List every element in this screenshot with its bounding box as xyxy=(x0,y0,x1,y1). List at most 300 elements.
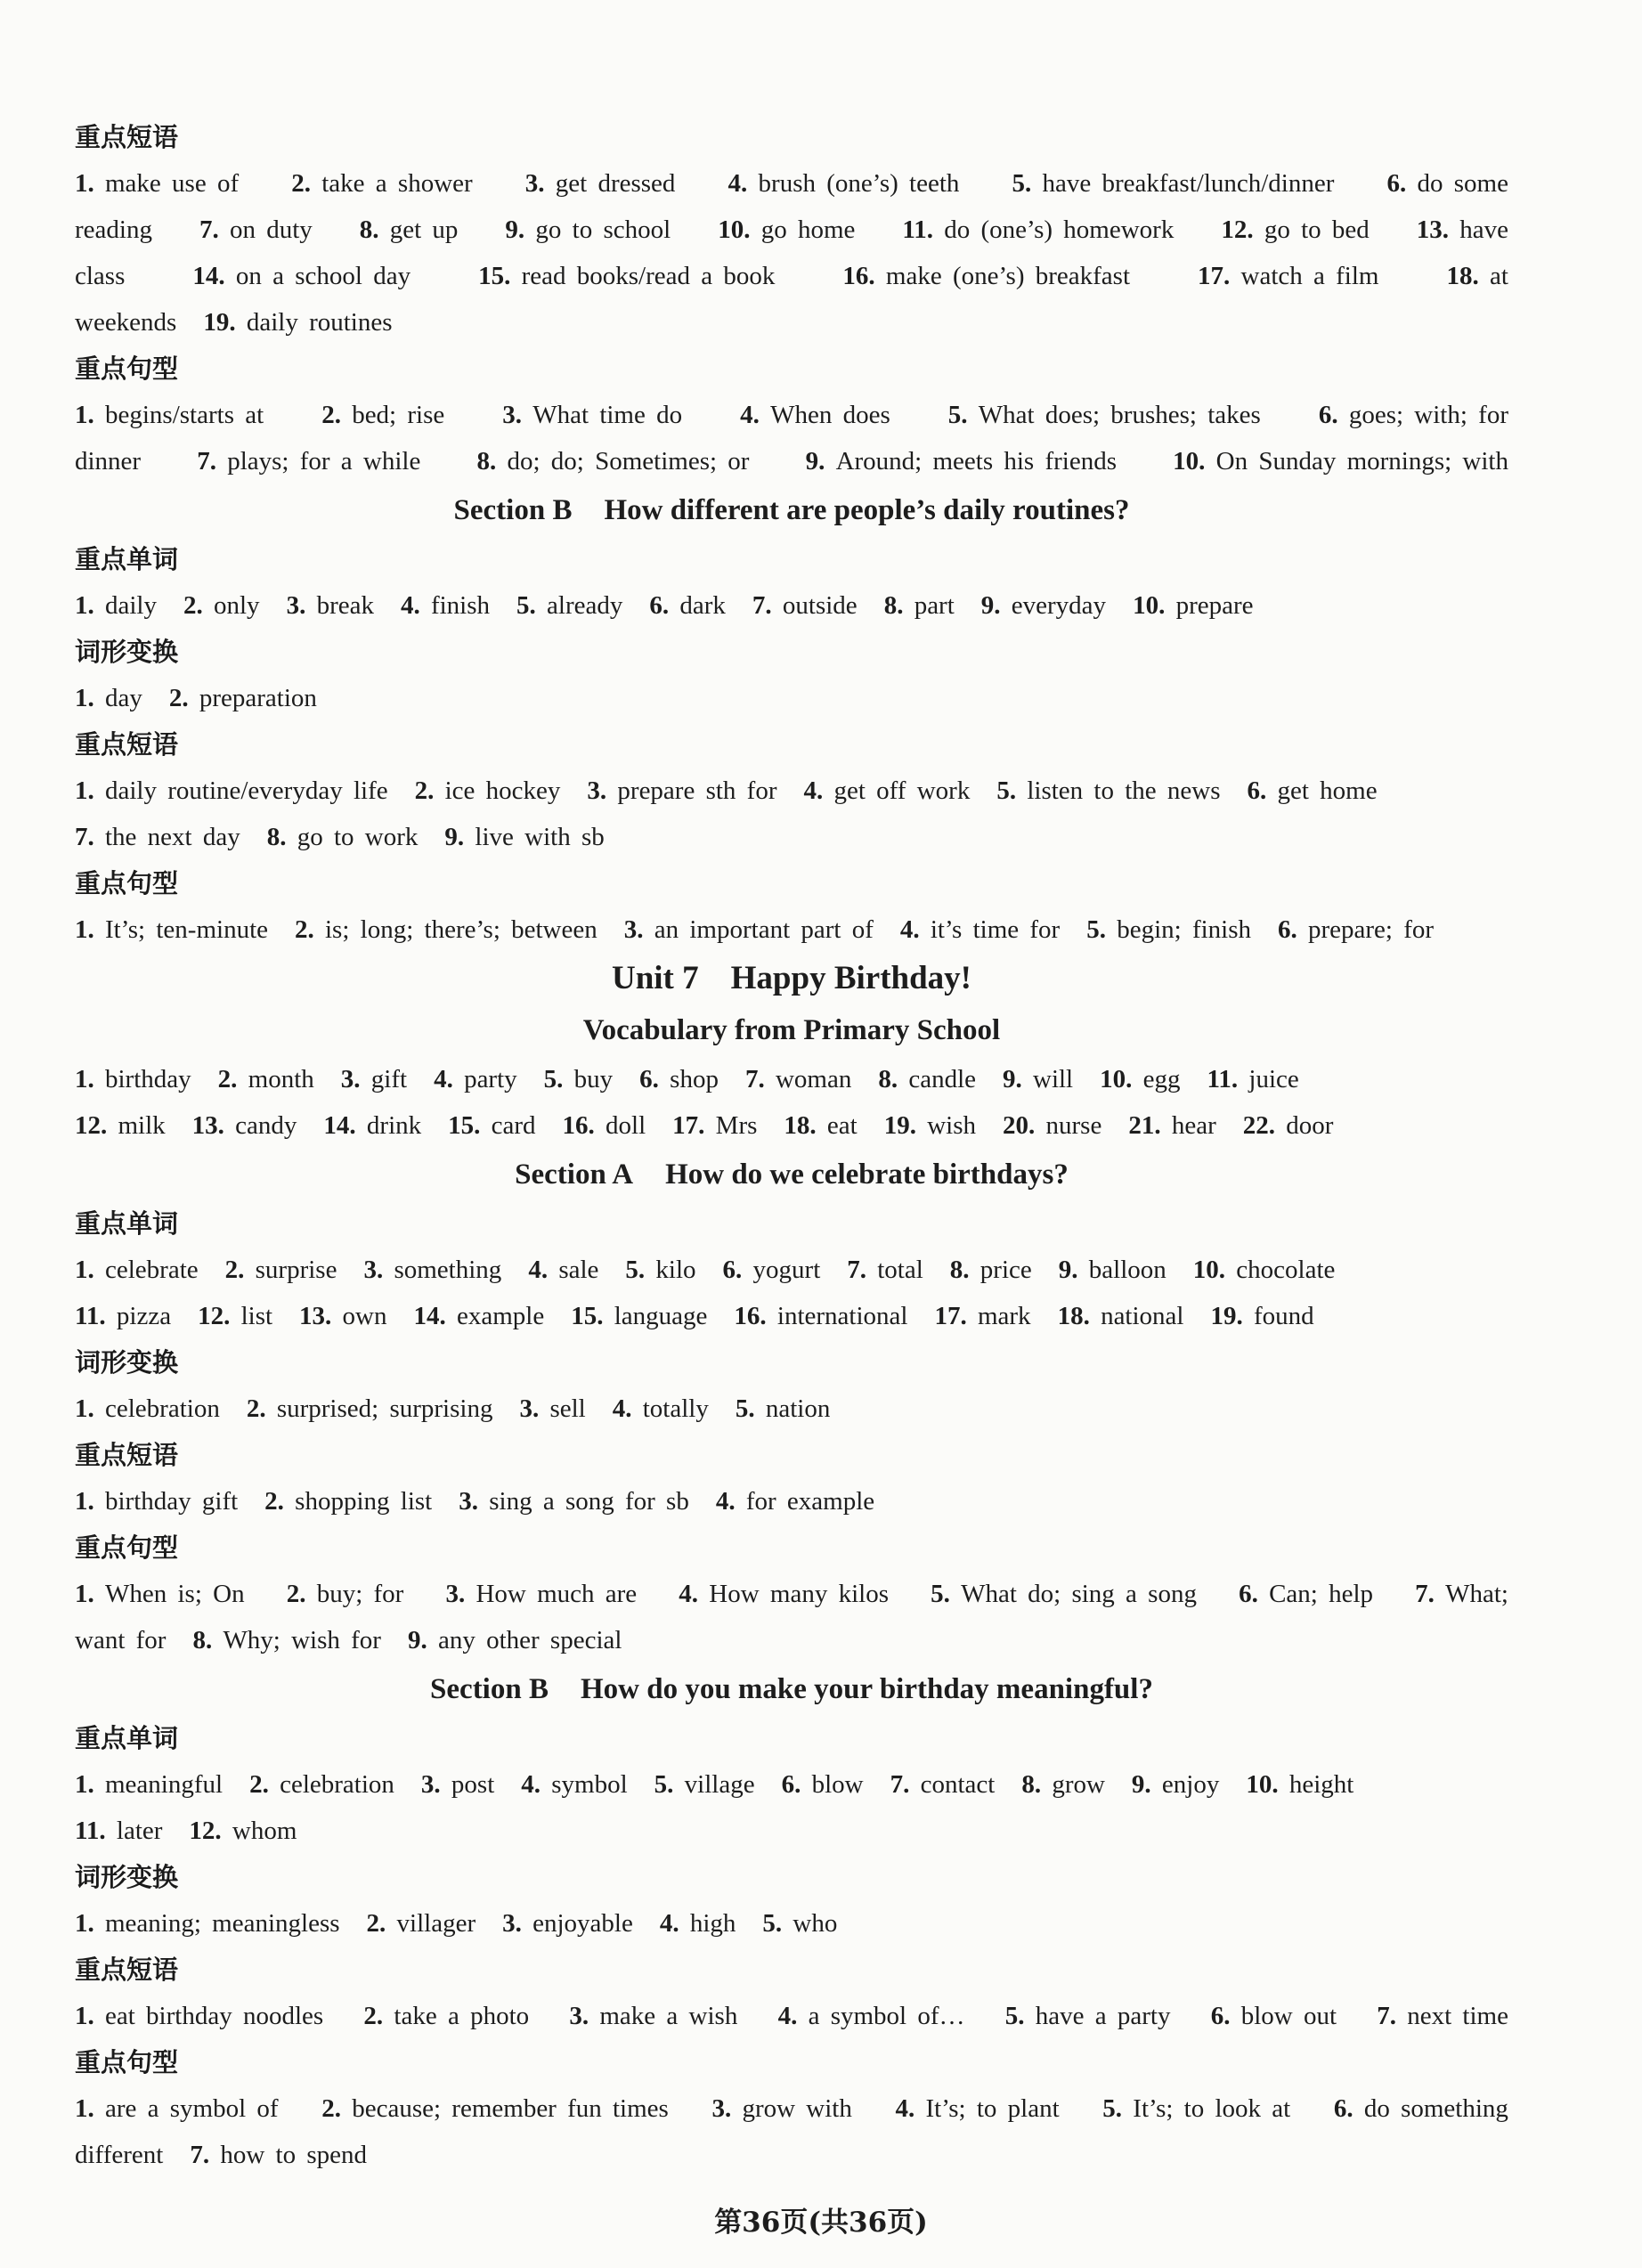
item-number: 17. xyxy=(672,1111,716,1140)
answer-item xyxy=(1021,1761,1105,1808)
answer-item xyxy=(169,675,317,721)
item-number: 4. xyxy=(434,1065,465,1093)
answer-item xyxy=(516,582,622,629)
item-text: card xyxy=(491,1111,536,1140)
item-text: want for xyxy=(75,1626,167,1654)
item-number: 10. xyxy=(1133,591,1176,620)
item-number: 5. xyxy=(735,1394,766,1423)
item-text: part xyxy=(914,591,955,620)
item-text: What do; sing a song xyxy=(961,1580,1197,1608)
answer-item xyxy=(649,582,726,629)
answer-item xyxy=(613,1386,709,1432)
item-text: sell xyxy=(549,1394,586,1423)
answer-item xyxy=(367,1900,476,1947)
answer-item xyxy=(1058,1293,1184,1339)
answer-item xyxy=(1246,1761,1353,1808)
answer-item xyxy=(75,1993,323,2039)
answer-item xyxy=(287,582,374,629)
answer-item xyxy=(745,1056,851,1102)
item-number: 8. xyxy=(476,447,508,476)
answer-item xyxy=(931,1571,1197,1617)
item-text: It’s; to look at xyxy=(1133,2094,1291,2123)
answer-item xyxy=(1239,1571,1373,1617)
item-number: 6. xyxy=(722,1256,753,1284)
item-number: 4. xyxy=(715,1487,746,1516)
item-text: weekends xyxy=(75,308,177,337)
item-number: 16. xyxy=(842,262,886,290)
item-number: 1. xyxy=(75,401,105,429)
answer-item xyxy=(1221,207,1369,253)
item-text: celebration xyxy=(280,1770,394,1799)
item-text: price xyxy=(980,1256,1032,1284)
answer-item xyxy=(728,160,960,207)
answer-item xyxy=(415,768,561,814)
answer-item xyxy=(672,1102,757,1149)
item-number: 3. xyxy=(340,1065,371,1093)
answer-item xyxy=(264,1478,432,1524)
item-text: finish xyxy=(430,591,491,620)
item-number: 4. xyxy=(740,401,771,429)
item-number: 1. xyxy=(75,1065,105,1093)
item-text: do some xyxy=(1417,169,1508,198)
item-number: 5. xyxy=(543,1065,574,1093)
item-text: whom xyxy=(232,1817,297,1845)
answer-item xyxy=(75,438,141,484)
item-text: eat birthday noodles xyxy=(105,2002,324,2030)
item-number: 7. xyxy=(752,591,783,620)
item-text: eat xyxy=(826,1111,858,1140)
item-number: 12. xyxy=(1221,215,1264,244)
item-number: 1. xyxy=(75,2094,105,2123)
answer-line xyxy=(75,1993,1508,2039)
answer-item xyxy=(291,160,472,207)
heading-part: How do we celebrate birthdays? xyxy=(665,1158,1069,1191)
answer-item xyxy=(75,1293,171,1339)
answer-line xyxy=(75,1293,1508,1339)
item-text: a symbol of… xyxy=(808,2002,965,2030)
item-text: dinner xyxy=(75,447,142,476)
answer-line xyxy=(75,1617,1508,1663)
answer-item xyxy=(75,768,388,814)
item-text: wish xyxy=(927,1111,977,1140)
item-text: mark xyxy=(977,1302,1031,1330)
item-text: because; remember fun times xyxy=(352,2094,669,2123)
answer-item xyxy=(75,1056,191,1102)
item-number: 4. xyxy=(528,1256,559,1284)
section-label: 词形变换 xyxy=(75,1862,179,1892)
section-heading xyxy=(75,1663,1508,1715)
item-text: later xyxy=(116,1817,163,1845)
answer-item xyxy=(75,1102,166,1149)
item-text: go to school xyxy=(535,215,671,244)
item-text: yogurt xyxy=(752,1256,821,1284)
item-text: get up xyxy=(389,215,459,244)
answer-line xyxy=(75,1808,1508,1854)
answer-item xyxy=(1415,1571,1508,1617)
item-number: 14. xyxy=(192,262,236,290)
item-number: 3. xyxy=(524,169,556,198)
item-number: 13. xyxy=(191,1111,236,1140)
answer-item xyxy=(476,438,749,484)
answer-item xyxy=(459,1478,689,1524)
answer-item xyxy=(1012,160,1335,207)
item-number: 8. xyxy=(878,1065,909,1093)
answer-item xyxy=(896,2085,1060,2132)
item-number: 12. xyxy=(189,1817,232,1845)
answer-item xyxy=(718,207,855,253)
item-text: brush (one’s) teeth xyxy=(758,169,960,198)
answer-item xyxy=(711,2085,851,2132)
item-number: 6. xyxy=(1386,169,1418,198)
item-number: 9. xyxy=(505,215,536,244)
item-text: It’s; to plant xyxy=(925,2094,1060,2123)
answer-item xyxy=(624,906,874,953)
item-number: 9. xyxy=(980,591,1012,620)
item-number: 21. xyxy=(1128,1111,1172,1140)
answer-line xyxy=(75,582,1508,629)
answer-item xyxy=(341,1056,407,1102)
answer-item xyxy=(189,1808,297,1854)
answer-item xyxy=(723,1247,821,1293)
item-text: something xyxy=(394,1256,502,1284)
item-text: milk xyxy=(118,1111,166,1140)
item-number: 17. xyxy=(934,1302,978,1330)
answer-item xyxy=(734,1293,907,1339)
section-label: 重点短语 xyxy=(75,1440,179,1470)
answer-line xyxy=(75,207,1508,253)
answer-line xyxy=(75,2085,1508,2132)
answer-item xyxy=(528,1247,598,1293)
item-text: birthday gift xyxy=(105,1487,239,1516)
answer-item xyxy=(502,1900,633,1947)
item-text: nation xyxy=(765,1394,831,1423)
answer-item xyxy=(784,1102,857,1149)
item-number: 8. xyxy=(359,215,390,244)
answer-item xyxy=(408,1617,622,1663)
section-label: 重点句型 xyxy=(75,1532,179,1563)
item-text: blow out xyxy=(1240,2002,1337,2030)
unit-heading xyxy=(75,953,1508,1004)
item-number: 2. xyxy=(286,1580,317,1608)
answer-item xyxy=(1278,906,1434,953)
answer-item xyxy=(950,1247,1032,1293)
answer-item xyxy=(1210,1293,1313,1339)
answer-item xyxy=(571,1293,707,1339)
item-number: 3. xyxy=(711,2094,743,2123)
answer-line xyxy=(75,1478,1508,1524)
item-text: begin; finish xyxy=(1117,915,1251,944)
item-number: 11. xyxy=(75,1302,117,1330)
item-text: sing a song for sb xyxy=(489,1487,689,1516)
answer-item xyxy=(948,392,1261,438)
answer-line xyxy=(75,1761,1508,1808)
answer-item xyxy=(740,392,890,438)
item-number: 3. xyxy=(363,1256,394,1284)
answer-item xyxy=(1133,582,1253,629)
item-number: 5. xyxy=(762,1909,793,1938)
answer-item xyxy=(75,1571,245,1617)
answer-item xyxy=(321,392,444,438)
item-number: 13. xyxy=(299,1302,343,1330)
item-text: found xyxy=(1253,1302,1314,1330)
item-number: 3. xyxy=(569,2002,600,2030)
answer-item xyxy=(421,1761,494,1808)
item-number: 5. xyxy=(931,1580,962,1608)
answer-item xyxy=(75,814,240,860)
item-text: only xyxy=(214,591,260,620)
item-text: total xyxy=(877,1256,923,1284)
section-heading xyxy=(75,1004,1508,1056)
item-number: 5. xyxy=(947,401,979,429)
answer-item xyxy=(900,906,1060,953)
item-text: goes; with; for xyxy=(1348,401,1508,429)
item-number: 4. xyxy=(777,2002,809,2030)
item-number: 9. xyxy=(1058,1256,1089,1284)
item-number: 15. xyxy=(478,262,522,290)
item-number: 4. xyxy=(521,1770,552,1799)
item-text: How much are xyxy=(476,1580,638,1608)
item-text: own xyxy=(342,1302,387,1330)
item-text: egg xyxy=(1142,1065,1181,1093)
item-text: get home xyxy=(1277,776,1378,805)
item-number: 9. xyxy=(1131,1770,1162,1799)
section-label: 重点短语 xyxy=(75,122,179,152)
item-number: 4. xyxy=(400,591,431,620)
heading-part: Section B xyxy=(430,1673,549,1705)
item-number: 9. xyxy=(1003,1065,1033,1093)
answer-line xyxy=(75,1247,1508,1293)
item-number: 8. xyxy=(883,591,914,620)
answer-item xyxy=(197,438,420,484)
item-text: next time xyxy=(1407,2002,1508,2030)
item-text: Mrs xyxy=(715,1111,758,1140)
answer-line xyxy=(75,906,1508,953)
item-text: Around; meets his friends xyxy=(835,447,1117,476)
answer-item xyxy=(75,675,142,721)
answer-item xyxy=(1248,768,1378,814)
page-footer: 第36页(共36页) xyxy=(714,2207,928,2239)
item-text: grow with xyxy=(742,2094,852,2123)
answer-item xyxy=(299,1293,386,1339)
section-label: 重点单词 xyxy=(75,1723,179,1753)
item-text: take a photo xyxy=(394,2002,530,2030)
answer-item xyxy=(75,1617,166,1663)
item-number: 7. xyxy=(744,1065,776,1093)
answer-line xyxy=(75,1056,1508,1102)
answer-item xyxy=(444,814,604,860)
item-number: 4. xyxy=(728,169,759,198)
item-text: have xyxy=(1459,215,1508,244)
item-number: 10. xyxy=(1192,1256,1237,1284)
item-text: go to bed xyxy=(1264,215,1370,244)
answer-line xyxy=(75,299,1508,345)
answer-line xyxy=(75,1102,1508,1149)
answer-item xyxy=(414,1293,545,1339)
item-text: how to spend xyxy=(220,2141,367,2169)
item-number: 5. xyxy=(1004,2002,1036,2030)
item-number: 20. xyxy=(1003,1111,1046,1140)
item-text: gift xyxy=(370,1065,408,1093)
item-text: grow xyxy=(1052,1770,1105,1799)
answer-item xyxy=(192,1102,297,1149)
answer-item xyxy=(75,253,125,299)
answer-item xyxy=(1173,438,1508,484)
item-number: 10. xyxy=(1246,1770,1289,1799)
item-text: sale xyxy=(558,1256,599,1284)
answer-item xyxy=(75,2085,279,2132)
section-label: 重点短语 xyxy=(75,729,179,760)
item-number: 7. xyxy=(1415,1580,1446,1608)
item-number: 22. xyxy=(1242,1111,1287,1140)
item-text: nurse xyxy=(1045,1111,1102,1140)
heading-part: Vocabulary from Primary School xyxy=(582,1014,1001,1046)
item-text: birthday xyxy=(105,1065,191,1093)
answer-item xyxy=(249,1761,394,1808)
answer-item xyxy=(75,1900,340,1947)
item-text: dark xyxy=(679,591,726,620)
item-text: daily routine/everyday life xyxy=(105,776,388,805)
answer-item xyxy=(884,1102,976,1149)
answer-item xyxy=(267,814,419,860)
item-number: 9. xyxy=(444,823,476,851)
item-text: balloon xyxy=(1088,1256,1166,1284)
item-number: 8. xyxy=(949,1256,980,1284)
item-number: 2. xyxy=(321,401,353,429)
item-number: 8. xyxy=(266,823,297,851)
item-text: What time do xyxy=(532,401,683,429)
item-number: 2. xyxy=(246,1394,277,1423)
item-number: 1. xyxy=(75,684,105,712)
item-text: On Sunday mornings; with xyxy=(1215,447,1508,476)
item-text: village xyxy=(684,1770,755,1799)
item-number: 1. xyxy=(75,1256,105,1284)
item-text: everyday xyxy=(1011,591,1107,620)
heading-part: Section A xyxy=(515,1158,634,1191)
item-text: surprise xyxy=(255,1256,337,1284)
answer-item xyxy=(778,1993,965,2039)
item-text: kilo xyxy=(655,1256,696,1284)
item-number: 3. xyxy=(519,1394,550,1423)
answer-item xyxy=(247,1386,493,1432)
answer-line xyxy=(75,675,1508,721)
item-number: 6. xyxy=(1210,2002,1241,2030)
section-label: 重点短语 xyxy=(75,1955,179,1985)
answer-line xyxy=(75,253,1508,299)
item-text: national xyxy=(1101,1302,1184,1330)
answer-item xyxy=(660,1900,736,1947)
item-text: party xyxy=(464,1065,517,1093)
answer-item xyxy=(1128,1102,1215,1149)
answer-item xyxy=(679,1571,889,1617)
item-text: daily routines xyxy=(246,308,393,337)
item-number: 19. xyxy=(883,1111,928,1140)
item-number: 6. xyxy=(1239,1580,1270,1608)
item-number: 10. xyxy=(1100,1065,1143,1093)
answer-item xyxy=(902,207,1174,253)
item-text: totally xyxy=(642,1394,709,1423)
heading-part: Unit 7 xyxy=(611,960,699,996)
answer-item xyxy=(981,582,1106,629)
section-label: 重点单词 xyxy=(75,1208,179,1239)
item-text: woman xyxy=(775,1065,852,1093)
item-number: 1. xyxy=(75,1487,105,1516)
item-text: any other special xyxy=(437,1626,622,1654)
item-text: door xyxy=(1286,1111,1334,1140)
item-number: 2. xyxy=(295,915,325,944)
item-number: 2. xyxy=(224,1256,256,1284)
item-text: month xyxy=(248,1065,314,1093)
item-number: 4. xyxy=(899,915,931,944)
item-number: 7. xyxy=(190,2141,221,2169)
item-text: the next day xyxy=(105,823,240,851)
answer-item xyxy=(295,906,597,953)
item-number: 18. xyxy=(1057,1302,1101,1330)
item-number: 3. xyxy=(587,776,618,805)
item-text: What; xyxy=(1445,1580,1508,1608)
item-number: 1. xyxy=(75,169,105,198)
item-number: 1. xyxy=(75,2002,105,2030)
answer-line xyxy=(75,160,1508,207)
item-number: 2. xyxy=(414,776,445,805)
answer-item xyxy=(847,1247,923,1293)
answer-item xyxy=(890,1761,996,1808)
item-text: on a school day xyxy=(235,262,411,290)
item-number: 5. xyxy=(996,776,1028,805)
answer-item xyxy=(587,768,776,814)
item-text: language xyxy=(614,1302,708,1330)
answer-item xyxy=(1417,207,1508,253)
item-number: 4. xyxy=(679,1580,710,1608)
item-text: who xyxy=(793,1909,838,1938)
answer-item xyxy=(75,2132,163,2178)
item-text: drink xyxy=(366,1111,422,1140)
item-number: 8. xyxy=(1021,1770,1053,1799)
answer-item xyxy=(1211,1993,1337,2039)
item-text: will xyxy=(1033,1065,1074,1093)
item-number: 15. xyxy=(571,1302,614,1330)
answer-item xyxy=(505,207,671,253)
section-label: 重点单词 xyxy=(75,544,179,574)
item-number: 2. xyxy=(249,1770,280,1799)
item-text: go home xyxy=(760,215,856,244)
item-text: buy; for xyxy=(316,1580,404,1608)
answer-item xyxy=(323,1102,421,1149)
answer-line xyxy=(75,814,1508,860)
item-text: height xyxy=(1288,1770,1354,1799)
answer-item xyxy=(806,438,1117,484)
item-number: 6. xyxy=(649,591,680,620)
item-text: are a symbol of xyxy=(105,2094,279,2123)
answer-item xyxy=(654,1761,755,1808)
answer-item xyxy=(321,2085,669,2132)
answer-item xyxy=(445,1571,637,1617)
answer-item xyxy=(75,582,157,629)
item-number: 4. xyxy=(803,776,834,805)
answer-item xyxy=(363,1247,501,1293)
item-number: 6. xyxy=(639,1065,671,1093)
answer-item xyxy=(75,1386,220,1432)
item-number: 1. xyxy=(75,1770,105,1799)
item-number: 3. xyxy=(445,1580,476,1608)
item-text: symbol xyxy=(551,1770,628,1799)
item-text: candle xyxy=(908,1065,976,1093)
item-number: 5. xyxy=(1102,2094,1134,2123)
answer-item xyxy=(75,1247,199,1293)
item-number: 5. xyxy=(654,1770,685,1799)
item-text: hear xyxy=(1171,1111,1216,1140)
item-text: celebrate xyxy=(105,1256,199,1284)
item-text: class xyxy=(75,262,126,290)
